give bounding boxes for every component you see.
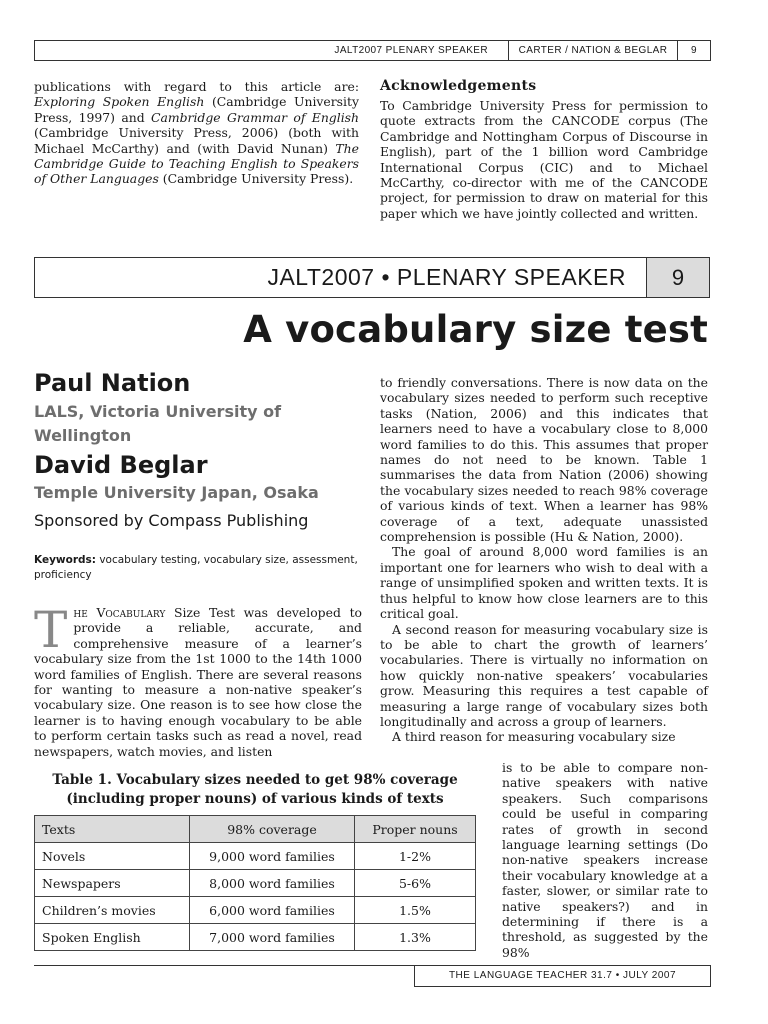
author-2: David Beglar bbox=[34, 451, 208, 479]
running-header bbox=[34, 40, 711, 61]
table-row bbox=[35, 897, 476, 924]
body-right-column-narrow bbox=[502, 760, 708, 960]
tail-book-3: The Cambridge Guide to Teaching English to Speakers of Other Languages bbox=[34, 140, 359, 187]
table-cell: 6,000 word families bbox=[190, 897, 355, 924]
acknowledgements-text: To Cambridge University Press for permission to quote extracts from the CANCODE corpus (The Cambridge and Nottingham Corpus of Discourse in English), part of the 1 billion word Cambridge International Corpus (CIC) and to Michael McCarthy, co-director with me of the CANCODE project, for permission to draw on material for this paper which we have jointly collected and written. bbox=[380, 98, 708, 221]
keywords-list: vocabulary testing, vocabulary size, assessment, proficiency bbox=[34, 554, 358, 581]
acknowledgements-body bbox=[380, 98, 708, 221]
running-header-page-number: 9 bbox=[677, 41, 710, 60]
running-header-authors: CARTER / NATION & BEGLAR bbox=[508, 41, 677, 60]
table-cell: Spoken English bbox=[35, 924, 190, 951]
table-header-cell: Proper nouns bbox=[355, 816, 476, 843]
body-paragraph-4-continued: is to be able to compare non-native speakers with native speakers. Such comparisons could be useful in comparing rates of growth in second language learning settings (Do non-native speakers increase their vocabulary knowledge at a faster, slower, or similar rate to native speakers?) and in determining if there is a threshold, as suggested by the 98% bbox=[502, 760, 708, 960]
table-cell: 8,000 word families bbox=[190, 870, 355, 897]
table-cell: 9,000 word families bbox=[190, 843, 355, 870]
tail-text-3: (Cambridge University Press). bbox=[158, 171, 354, 187]
article-title: A vocabulary size test bbox=[243, 308, 708, 351]
lead-small-caps: he Vocabulary bbox=[73, 605, 166, 620]
body-paragraph-4: A third reason for measuring vocabulary size bbox=[392, 729, 676, 745]
tail-book-1: Exploring Spoken English bbox=[34, 94, 205, 110]
table-cell: 7,000 word families bbox=[190, 924, 355, 951]
table-header-cell: 98% coverage bbox=[190, 816, 355, 843]
table-header-row bbox=[35, 816, 476, 843]
table-row bbox=[35, 924, 476, 951]
affiliation-2: Temple University Japan, Osaka bbox=[34, 483, 319, 502]
keywords-label: Keywords: bbox=[34, 554, 96, 566]
table-row bbox=[35, 870, 476, 897]
table-caption bbox=[34, 771, 476, 809]
body-right-column bbox=[380, 375, 708, 745]
acknowledgements-heading: Acknowledgements bbox=[380, 78, 537, 94]
table-cell: 1-2% bbox=[355, 843, 476, 870]
footer-journal-label: THE LANGUAGE TEACHER 31.7 • JULY 2007 bbox=[414, 965, 711, 987]
tail-text-1: (Cambridge University Press, 1997) and bbox=[34, 94, 359, 125]
vocabulary-table bbox=[34, 815, 476, 951]
banner-page-number: 9 bbox=[646, 258, 709, 297]
tail-text-2: (Cambridge University Press, 2006) (both with Michael McCarthy) and (with David Nunan) bbox=[34, 125, 359, 156]
footer-rule bbox=[34, 965, 414, 966]
table-header-cell: Texts bbox=[35, 816, 190, 843]
table-cell: 1.5% bbox=[355, 897, 476, 924]
table-cell: Children’s movies bbox=[35, 897, 190, 924]
previous-article-tail bbox=[34, 79, 359, 187]
body-left-paragraph: Size Test was developed to provide a reliable, accurate, and comprehensive measure of a learner’s vocabulary size from the 1st 1000 to the 14th 1000 word families of English. There are several reasons for wanting to measure a non-native speaker’s vocabulary size. One reason is to see how close the learner is to having enough vocabulary to be able to perform certain tasks such as read a novel, read newspapers, watch movies, and listen bbox=[34, 605, 363, 759]
table-cell: 5-6% bbox=[355, 870, 476, 897]
tail-intro: publications with regard to this article are: bbox=[34, 79, 359, 94]
body-left-column bbox=[34, 601, 363, 759]
body-paragraph-1: to friendly conversations. There is now data on the vocabulary sizes needed to perform such receptive tasks (Nation, 2006) and this indicates that learners need to have a vocabulary close to 8,000 word families to do this. This assumes that proper names do not need to be known. Table 1 summarises the data from Nation (2006) showing the vocabulary sizes needed to reach 98% coverage of various kinds of text. When a learner has 98% coverage of a text, adequate unassisted comprehension is possible (Hu & Nation, 2000). bbox=[380, 375, 708, 545]
section-banner bbox=[34, 257, 710, 298]
table-caption-line-2: (including proper nouns) of various kinds of texts bbox=[66, 791, 444, 807]
body-paragraph-2: The goal of around 8,000 word families is an important one for learners who wish to deal with a range of unsimplified spoken and written texts. It is thus helpful to know how close learners are to this critical goal. bbox=[380, 544, 708, 622]
keywords bbox=[34, 553, 366, 583]
author-1: Paul Nation bbox=[34, 369, 191, 397]
table-cell: Newspapers bbox=[35, 870, 190, 897]
sponsor-line: Sponsored by Compass Publishing bbox=[34, 511, 309, 530]
affiliation-1: LALS, Victoria University of Wellington bbox=[34, 402, 282, 445]
table-cell: 1.3% bbox=[355, 924, 476, 951]
banner-label: JALT2007 • PLENARY SPEAKER bbox=[267, 264, 626, 290]
drop-cap: T bbox=[34, 601, 68, 659]
table-caption-line-1: Table 1. Vocabulary sizes needed to get 98% coverage bbox=[52, 772, 458, 788]
running-header-left: JALT2007 PLENARY SPEAKER bbox=[334, 45, 488, 56]
tail-book-2: Cambridge Grammar of English bbox=[151, 109, 359, 125]
table-row bbox=[35, 843, 476, 870]
table-cell: Novels bbox=[35, 843, 190, 870]
body-paragraph-3: A second reason for measuring vocabulary size is to be able to chart the growth of learners’ vocabularies. There is virtually no information on how quickly non-native speakers’ vocabularies grow. Measuring this requires a test capable of measuring a large range of vocabulary sizes both longitudinally and across a group of learners. bbox=[380, 621, 708, 729]
